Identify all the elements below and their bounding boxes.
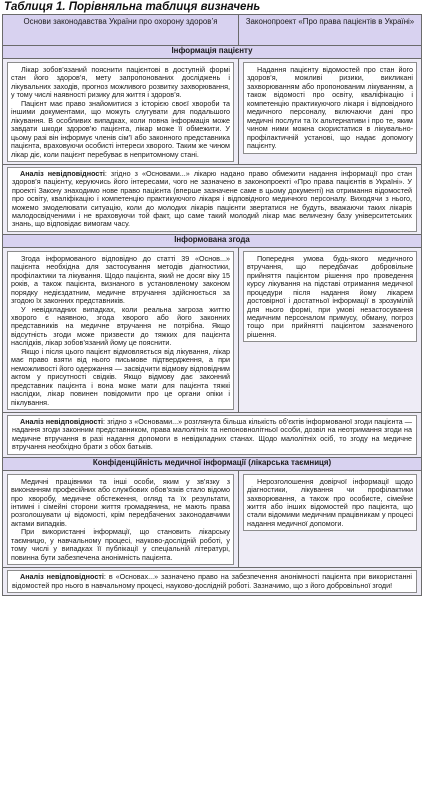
analysis-paragraph bbox=[12, 170, 412, 229]
section-content-row bbox=[3, 470, 422, 568]
section-title-row bbox=[3, 234, 422, 247]
section-title-row bbox=[3, 457, 422, 470]
law-paragraph: Пацієнт має право знайомитися з історією своєї хвороби та іншими документами, що можуть слугувати для подальшого лікування. В особливих випадках, коли повна інформація може завдати шкоди здоров’ю пацієнта, лікар може її обмежити. У цьому разі він інформує членів сім’ї або законного представника пацієнта, враховуючи особисті інтереси хворого. Таким же чином лікар діє, коли пацієнт перебуває в непритомному стані. bbox=[11, 98, 230, 159]
section-content-row bbox=[3, 59, 422, 165]
analysis-row bbox=[3, 412, 422, 457]
analysis-box bbox=[7, 415, 417, 455]
law-cell bbox=[3, 470, 239, 568]
bill-text-box bbox=[243, 62, 417, 154]
bill-cell bbox=[239, 59, 422, 165]
table-header-row bbox=[3, 15, 422, 46]
section-title: Інформація пацієнту bbox=[3, 46, 422, 59]
analysis-cell bbox=[3, 412, 422, 457]
analysis-label: Аналіз невідповідності bbox=[20, 416, 103, 426]
comparison-table bbox=[2, 14, 422, 596]
analysis-box bbox=[7, 167, 417, 232]
law-paragraph: При використанні інформації, що становить лікарську таємницю, у навчальному процесі, науково-дослідній роботі, у тому числі у випадках її публікації у спеціальній літературі, повинна бути забезпечена анонімність пацієнта. bbox=[11, 527, 230, 562]
law-paragraph: Згода інформованого відповідно до статті 39 «Основ...» пацієнта необхідна для застосування методів діагностики, профілактики та лікування. Щодо пацієнта, який не досяг віку 15 років, а також пацієнта, визнаного в установленому законом порядку недієздатним, медичне втручання здійснюється за згодою їх законних представників. bbox=[11, 253, 230, 306]
analysis-text: : згідно з «Основами...» розглянута більша кількість об’єктів інформованої згоди пацієнта — надання згоди законним представником, права малолітніх та непоновнолітньої особи, дозвіл на неотримання згоди на медичне втручання в разі надання допомоги в невідкладних станах. Щодо малолітніх осіб, то згоду на медичне втручання необхідно брати з обох батьків. bbox=[12, 416, 412, 452]
analysis-box bbox=[7, 570, 417, 593]
analysis-cell bbox=[3, 164, 422, 234]
bill-cell bbox=[239, 470, 422, 568]
bill-text-box bbox=[243, 474, 417, 532]
bill-text-box bbox=[243, 251, 417, 343]
column-header-bill: Законопроект «Про права пацієнтів в Україні» bbox=[239, 15, 422, 46]
law-cell bbox=[3, 247, 239, 412]
section-title: Інформована згода bbox=[3, 234, 422, 247]
law-text-box bbox=[7, 62, 234, 162]
column-header-law: Основи законодавства України про охорону здоров’я bbox=[3, 15, 239, 46]
analysis-label: Аналіз невідповідності bbox=[20, 572, 104, 582]
section-title-row bbox=[3, 46, 422, 59]
law-paragraph: Якщо і після цього пацієнт відмовляється від лікування, лікар має право взяти від нього письмове підтвердження, а при неможливості його одержання — засвідчити відмову відповідним актом у присутності свідків. Якщо відмову дає законний представник пацієнта і вона може мати для пацієнта тяжкі наслідки, лікар повинен повідомити про це органи опіки і піклування. bbox=[11, 346, 230, 407]
bill-paragraph: Попередня умова будь-якого медичного втручання, що передбачає добровільне прийняття пацієнтом рішення про проведення курсу лікування на підставі отримання медичної процедури після надання йому лікарем достовірної і достатньої інформації в зрозумілій для нього формі, при умові незастосування медичним персоналом примусу, обману, погроз тощо при прийнятті пацієнтом зазначеного рішення. bbox=[247, 253, 413, 339]
bill-paragraph: Надання пацієнту відомостей про стан його здоров’я, можливі ризики, викликані захворюванням або пропонованим лікуванням, а також відомості про освіту, кваліфікацію і компетенцію практикуючого лікаря і відповідного медичного персоналу, включаючи дані про медичні послуги та їх альтернативи і про те, яким чином ними можна скористатися в лікувально-профілактичній установі, що надає допомогу пацієнту. bbox=[247, 65, 413, 151]
analysis-text: : згідно з «Основами...» лікарю надано право обмежити надання інформації про стан здоров’я пацієнту, керуючись його інтересами, чого не зазначено в законопроекті «Про права пацієнтів в Україні». У проекті Закону знаходимо нове право пацієнта (вперше зазначене саме в цьому документі) на отримання відомостей про освіту, кваліфікацію і компетенцію практикуючого лікаря і відповідного медичного персоналу. Виходячи з нього, можемо змоделювати ситуацію, коли до молодих лікарів пацієнти звертатися не будуть, вважаючи таких лікарів малодосвідченими і не враховуючи той факт, що саме такий молодий лікар має величезну базу університетських знань, що відповідає вимогам часу. bbox=[12, 168, 413, 229]
analysis-cell bbox=[3, 568, 422, 596]
law-paragraph: Лікар зобов’язаний пояснити пацієнтові в доступній формі стан його здоров’я, мету запропонованих досліджень і лікувальних заходів, прогноз можливого розвитку захворювання, у тому числі наявності ризику для життя і здоров’я. bbox=[11, 65, 230, 100]
law-text-box bbox=[7, 251, 234, 410]
law-paragraph: Медичні працівники та інші особи, яким у зв’язку з виконанням професійних або службових обов’язків стало відомо про хворобу, медичне обстеження, огляд та їх результати, інтимні і сімейні сторони життя громадянина, не мають права розголошувати ці відомості, крім передбачених законодавчими актами випадків. bbox=[11, 476, 230, 528]
section-content-row bbox=[3, 247, 422, 412]
section-title: Конфіденційність медичної інформації (лікарська таємниця) bbox=[3, 457, 422, 470]
analysis-label: Аналіз невідповідності bbox=[20, 168, 105, 178]
bill-cell bbox=[239, 247, 422, 412]
law-paragraph: У невідкладних випадках, коли реальна загроза життю хворого є наявною, згода хворого або його законних представників на медичне втручання не потрібна. Якщо відсутність згоди може призвести до тяжких для пацієнта наслідків, лікар зобов’язаний йому це пояснити. bbox=[11, 304, 230, 348]
analysis-row bbox=[3, 164, 422, 234]
analysis-text: : в «Основах...» зазначено право на забезпечення анонімності пацієнта при використанні відомостей про нього в навчальному процесі, науково-дослідній роботі. Зазначимо, що з його добровільної згоди! bbox=[12, 572, 412, 590]
law-cell bbox=[3, 59, 239, 165]
analysis-paragraph bbox=[12, 418, 412, 452]
analysis-row bbox=[3, 568, 422, 596]
table-caption: Таблиця 1. Порівняльна таблиця визначень bbox=[4, 1, 261, 13]
analysis-paragraph bbox=[12, 573, 412, 590]
law-text-box bbox=[7, 474, 234, 566]
bill-paragraph: Нерозголошення довірчої інформації щодо діагностики, лікування чи профілактики захворювання, а також про особисте, сімейне життя або інших відомостей про пацієнта, що стали відомими медичним працівникам у процесі надання медичної допомоги. bbox=[247, 476, 413, 528]
